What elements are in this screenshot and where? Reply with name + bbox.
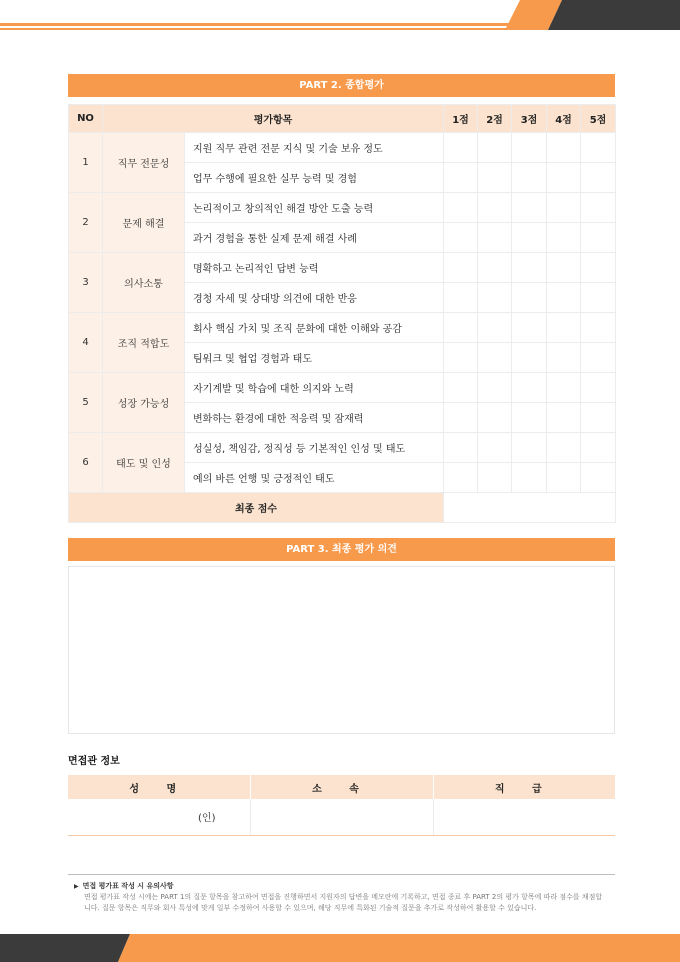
header-score-3: 3점 xyxy=(512,105,547,133)
score-cell-4[interactable] xyxy=(547,373,581,403)
part3-title: PART 3. 최종 평가 의견 xyxy=(68,538,615,561)
triangle-bullet-icon: ▶ xyxy=(74,883,79,890)
table-header xyxy=(69,105,616,133)
score-cell-5[interactable] xyxy=(581,253,616,283)
score-cell-1[interactable] xyxy=(444,133,478,163)
score-cell-2[interactable] xyxy=(478,133,512,163)
interviewer-input-row xyxy=(68,799,615,835)
score-cell-3[interactable] xyxy=(512,133,547,163)
seal-label: (인) xyxy=(198,813,216,825)
interviewer-info-title: 면접관 정보 xyxy=(68,756,120,767)
evaluation-item: 자기계발 및 학습에 대한 의지와 노력 xyxy=(185,373,444,403)
row-category: 태도 및 인성 xyxy=(103,433,185,493)
evaluation-item: 팀워크 및 협업 경험과 태도 xyxy=(185,343,444,373)
final-score-row xyxy=(69,493,616,523)
row-category: 직무 전문성 xyxy=(103,133,185,193)
score-cell-1[interactable] xyxy=(444,283,478,313)
header-item: 평가항목 xyxy=(103,105,444,133)
row-number: 5 xyxy=(69,373,103,433)
notes-title xyxy=(74,881,604,892)
score-cell-1[interactable] xyxy=(444,223,478,253)
header-score-2: 2점 xyxy=(478,105,512,133)
score-cell-2[interactable] xyxy=(478,283,512,313)
header-no: NO xyxy=(69,105,103,133)
score-cell-1[interactable] xyxy=(444,193,478,223)
score-cell-5[interactable] xyxy=(581,403,616,433)
score-cell-2[interactable] xyxy=(478,223,512,253)
score-cell-5[interactable] xyxy=(581,163,616,193)
evaluation-table xyxy=(68,104,616,523)
score-cell-4[interactable] xyxy=(547,133,581,163)
interviewer-info-table xyxy=(68,775,615,836)
row-category: 의사소통 xyxy=(103,253,185,313)
score-cell-3[interactable] xyxy=(512,373,547,403)
score-cell-1[interactable] xyxy=(444,313,478,343)
score-cell-4[interactable] xyxy=(547,313,581,343)
score-cell-4[interactable] xyxy=(547,163,581,193)
score-cell-1[interactable] xyxy=(444,463,478,493)
evaluation-item: 과거 경험을 통한 실제 문제 해결 사례 xyxy=(185,223,444,253)
table-row xyxy=(69,253,616,283)
score-cell-5[interactable] xyxy=(581,343,616,373)
row-number: 2 xyxy=(69,193,103,253)
score-cell-2[interactable] xyxy=(478,463,512,493)
notes-body: 면접 평가표 작성 시에는 PART 1의 질문 항목을 참고하여 면접을 진행하면서 지원자의 답변을 메모란에 기록하고, 면접 종료 후 PART 2의 평가 항목에 따라 점수를 채점합니다. 질문 항목은 직무와 회사 특성에 맞게 일부 수정하여 사용할 수 있으며, 해당 직무에 특화된 기술적 질문을 추가로 작성하여 활용할 수 있습니다. xyxy=(84,893,603,912)
score-cell-3[interactable] xyxy=(512,403,547,433)
table-row xyxy=(69,433,616,463)
position-field[interactable] xyxy=(433,799,615,835)
score-cell-1[interactable] xyxy=(444,343,478,373)
evaluation-item: 성실성, 책임감, 정직성 등 기본적인 인성 및 태도 xyxy=(185,433,444,463)
final-score-label: 최종 점수 xyxy=(69,493,444,523)
score-cell-5[interactable] xyxy=(581,433,616,463)
table-row xyxy=(69,313,616,343)
evaluation-item: 명확하고 논리적인 답변 능력 xyxy=(185,253,444,283)
row-number: 3 xyxy=(69,253,103,313)
evaluation-item: 예의 바른 언행 및 긍정적인 태도 xyxy=(185,463,444,493)
header-score-5: 5점 xyxy=(581,105,616,133)
score-cell-4[interactable] xyxy=(547,403,581,433)
score-cell-1[interactable] xyxy=(444,373,478,403)
evaluation-item: 논리적이고 창의적인 해결 방안 도출 능력 xyxy=(185,193,444,223)
evaluation-item: 회사 핵심 가치 및 조직 문화에 대한 이해와 공감 xyxy=(185,313,444,343)
score-cell-4[interactable] xyxy=(547,343,581,373)
score-cell-4[interactable] xyxy=(547,193,581,223)
notes-divider xyxy=(68,874,615,875)
notes-title-text: 면접 평가표 작성 시 유의사항 xyxy=(82,882,174,890)
score-cell-3[interactable] xyxy=(512,163,547,193)
score-cell-4[interactable] xyxy=(547,463,581,493)
header-score-4: 4점 xyxy=(547,105,581,133)
score-cell-2[interactable] xyxy=(478,163,512,193)
score-cell-1[interactable] xyxy=(444,403,478,433)
score-cell-3[interactable] xyxy=(512,193,547,223)
score-cell-1[interactable] xyxy=(444,163,478,193)
evaluation-item: 변화하는 환경에 대한 적응력 및 잠재력 xyxy=(185,403,444,433)
score-cell-3[interactable] xyxy=(512,223,547,253)
score-cell-5[interactable] xyxy=(581,133,616,163)
row-category: 조직 적합도 xyxy=(103,313,185,373)
score-cell-4[interactable] xyxy=(547,223,581,253)
part2-title: PART 2. 종합평가 xyxy=(68,74,615,97)
score-cell-3[interactable] xyxy=(512,283,547,313)
score-cell-5[interactable] xyxy=(581,373,616,403)
score-cell-4[interactable] xyxy=(547,253,581,283)
header-affiliation: 소 속 xyxy=(250,775,433,799)
header-name: 성 명 xyxy=(68,775,250,799)
score-cell-5[interactable] xyxy=(581,283,616,313)
opinion-field[interactable] xyxy=(68,566,615,734)
score-cell-2[interactable] xyxy=(478,313,512,343)
header-position: 직 급 xyxy=(433,775,615,799)
row-number: 6 xyxy=(69,433,103,493)
row-number: 4 xyxy=(69,313,103,373)
score-cell-5[interactable] xyxy=(581,223,616,253)
notes-section xyxy=(74,881,604,914)
score-cell-2[interactable] xyxy=(478,403,512,433)
score-cell-2[interactable] xyxy=(478,373,512,403)
table-row xyxy=(69,373,616,403)
score-cell-4[interactable] xyxy=(547,433,581,463)
score-cell-4[interactable] xyxy=(547,283,581,313)
score-cell-3[interactable] xyxy=(512,253,547,283)
evaluation-item: 경청 자세 및 상대방 의견에 대한 반응 xyxy=(185,283,444,313)
affiliation-field[interactable] xyxy=(250,799,433,835)
table-row xyxy=(69,193,616,223)
score-cell-3[interactable] xyxy=(512,343,547,373)
score-cell-1[interactable] xyxy=(444,433,478,463)
footer-decoration xyxy=(0,934,680,962)
score-cell-2[interactable] xyxy=(478,253,512,283)
score-cell-2[interactable] xyxy=(478,343,512,373)
evaluation-item: 지원 직무 관련 전문 지식 및 기술 보유 정도 xyxy=(185,133,444,163)
score-cell-3[interactable] xyxy=(512,433,547,463)
score-cell-5[interactable] xyxy=(581,463,616,493)
score-cell-5[interactable] xyxy=(581,193,616,223)
row-category: 문제 해결 xyxy=(103,193,185,253)
row-category: 성장 가능성 xyxy=(103,373,185,433)
score-cell-3[interactable] xyxy=(512,463,547,493)
score-cell-1[interactable] xyxy=(444,253,478,283)
table-row xyxy=(69,133,616,163)
evaluation-item: 업무 수행에 필요한 실무 능력 및 경험 xyxy=(185,163,444,193)
name-field[interactable] xyxy=(68,799,250,835)
row-number: 1 xyxy=(69,133,103,193)
header-decoration xyxy=(0,0,680,34)
score-cell-2[interactable] xyxy=(478,433,512,463)
score-cell-2[interactable] xyxy=(478,193,512,223)
interviewer-header-row xyxy=(68,775,615,799)
score-cell-5[interactable] xyxy=(581,313,616,343)
header-score-1: 1점 xyxy=(444,105,478,133)
final-score-field[interactable] xyxy=(444,493,616,523)
score-cell-3[interactable] xyxy=(512,313,547,343)
